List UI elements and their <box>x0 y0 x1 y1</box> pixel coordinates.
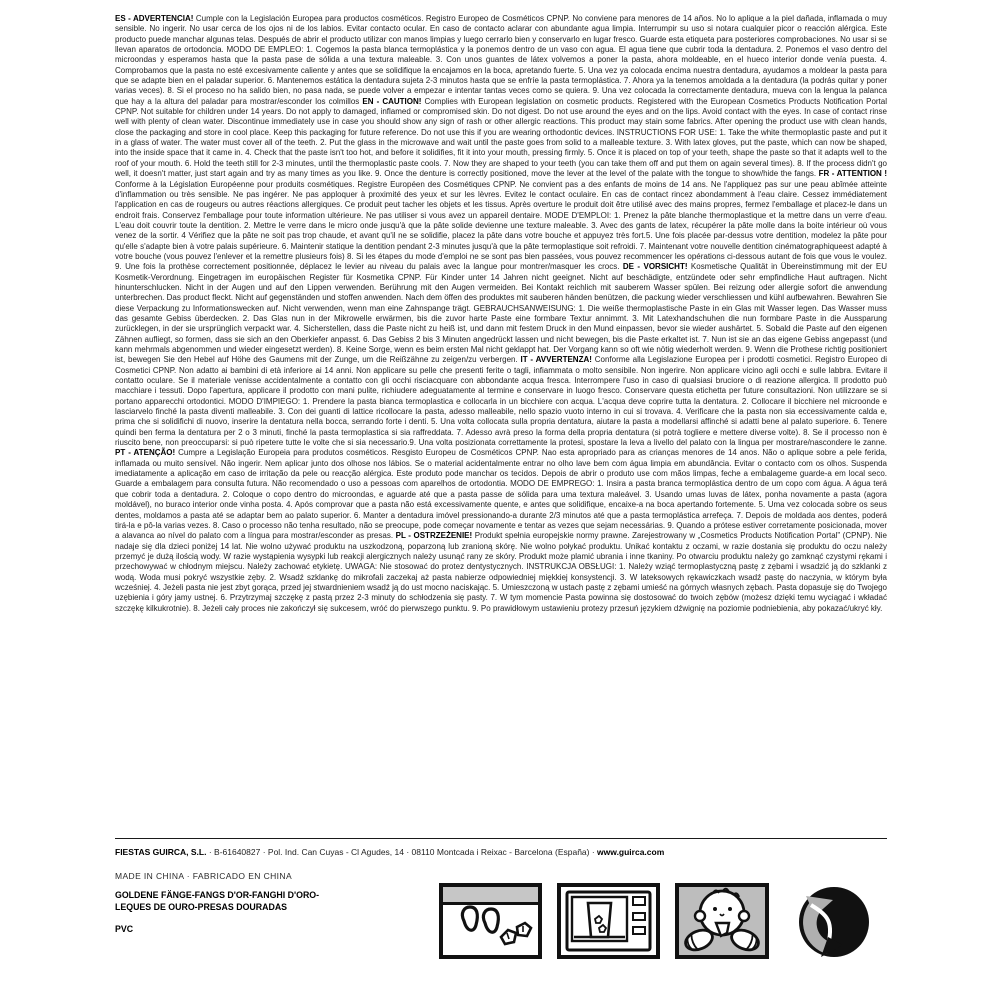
language-tag: EN - CAUTION! <box>362 96 422 106</box>
company-name: FIESTAS GUIRCA, S.L. <box>115 847 207 857</box>
microwave-glass-pictogram <box>557 883 660 959</box>
language-tag: PT - ATENÇÃO! <box>115 448 176 458</box>
product-name-line2: LEQUES DE OURO-PRESAS DOURADAS <box>115 901 288 912</box>
footer-divider <box>115 838 887 839</box>
language-tag: ES - ADVERTENCIA! <box>115 14 194 23</box>
multilingual-warning-text: ES - ADVERTENCIA! Cumple con la Legislación Europea para productos cosméticos. Registro Europeo de Cosméticos CPNP. No conviene para menores de 14 años. No lo aplique a la piel dañada, inflamada o muy sensible. No ingerir. No usar cerca de los ojos ni de los labios. Evitar contacto ocular. En caso de contacto aclarar con abundante agua limpia. Interrumpir su uso si notara cualquier picor o reacción alérgica. Este producto puede manchar algunas telas. Después de abrir el producto utilizar con manos limpias y luego cerrarlo bien y conservarlo en lugar fresco. Guarde esta etiqueta para posteriores comprobaciones. No usar si se llevan aparatos de ortodoncia. MODO DE EMPLEO: 1. Cogemos la pasta blanca termoplástica y la ponemos dentro de un vaso con agua. El agua tiene que cubrir toda la dentadura. 2. Ponemos el vaso dentro del microondas y esperamos hasta que la pasta pase de sólida a una textura maleable. 3. Con unos guantes de látex volvemos a poner la pasta, ahora moldeable, en el hueco interior donde venía puesta. 4. Comprobamos que la pasta no esté excesivamente caliente y antes que se solidifique la encajamos en la boca, apretando fuerte. 5. Una vez ya colocada encima nuestra dentadura, ayudamos a moldear la pasta para que se adapte bien en el paladar superior. 6. Mantenemos estática la dentadura sujeta 2-3 minutos hasta que se enfríe la pasta termoplástica. 7. Ahora ya la tenemos amoldada a la dentadura (la podrás quitar y poner varias veces). 8. Si el proceso no ha salido bien, no pasa nada, se puede volver a empezar e intentar tantas veces como se quiera. 9. Una vez colocada la correctamente dentadura, mueva con la lengua la palanca que hay a la altura del paladar para mostrar/esconder los colmillos EN - CAUTION! Complies with European legislation on cosmetic products. Registered with the European Cosmetics Products Notification Portal CPNP. Not suitable for children under 14 years. Do not apply to damaged, inflamed or compromised skin. Do not digest. Do not use around the eyes and on the lips. Avoid contact with the eyes. In case of contact rinse well with plenty of clean water. Discontinue immediately use in case you should show any sign of rash or other allergic reactions. This product may stain some fabrics. After opening the product use with clean hands, close the packaging and store in cool place. Keep this packaging for future reference. Do not use this if you are wearing orthodontic devices. INSTRUCTIONS FOR USE: 1. Take the white thermoplastic paste and put it in a glass of water. The water must cover all of the teeth. 2. Put the glass in the microwave and wait until the paste goes from solid to a malleable texture. 3. With latex gloves, put the paste, which can now be shaped, into the inside space that it came in. 4. Check that the paste isn't too hot, and before it solidifies, fit it into your mouth, pressing firmly. 5. Once it is placed on top of your teeth, shape the paste so that it adapts well to the roof of your mouth. 6. Hold the teeth still for 2-3 minutes, until the thermoplastic paste cools. 7. Now they are shaped to your teeth (you can take them off and put them on again several times). 8. If the process didn't go well, it doesn't matter, just start again and try as many times as you like. 9. Once the denture is correctly positioned, move the lever at the level of the palate with the tongue to show/hide the fangs. FR - ATTENTION ! Conforme à la Législation Européenne pour produits cosmétiques. Registre Européen des Cosmétiques CPNP. Ne convient pas a des enfants de moins de 14 ans. Ne l'appliquez pas sur une peau abîmée atteinte d'inflammation ou très sensible. Ne pas ingérer. Ne pas apploquer à proximité des yeux et sur les lèvres. Evitez le contact oculaire. En cas de contact rincez abondamment à l'eau claire. Cessez immédiatement l'application en cas de rougeurs ou autres réactions allergiques. Ce produit peut tacher les objets et les tissus. Après overture le produit doit être utilisé avec des mains propres, fermez l'emballage et placez-le dans un endroit frais. Conservez l'emballage pour toute information ultérieure. Ne pas utiliser si vous avez un appareil dentaire. MODE D'EMPLOI: 1. Prenez la pâte blanche thermoplastique et la mettre dans un verre d'eau. L'eau doit couvrir toute la dentition. 2. Mettre le verre dans le micro onde jusqu'à que la pâte solide devienne une texture maleable. 3. Avec des gants de latex, récupérer la pâte molle dans la boite intérieur où vous venez de la sortir. 4 Vérifiez que la pâte ne soit pas trop chaude, et avant qu'il ne se solidifie, placez la pâte dans votre bouche et appuyez très fort.5. Une fois placée par-dessus votre dentition, modelez la pâte pour qu'elle s'adapte bien à votre palais supérieure. 6. Maintenir statique la dentition pendant 2-3 minutes jusqu'à que la pâte termoplastique soit refroidi. 7. Maintenant votre nouvelle dentition cinématographiqueest adapté à votre bouche (vous pouvez l'enlever et la remettre plusieurs fois) 8. Si les étapes du mode d'emploi ne se sont pas bien passées, vous pouvez recommencer les opérations ci-dessous autant de fois que vous le voulez. 9. Une fois la prothèse correctement positionnée, déplacez le levier au niveau du palais avec la langue pour montrer/masquer les crocs. DE - VORSICHT! Kosmetische Qualität in Übereinstimmung mit der EU Kosmetik-Verordnung. Eingetragen im europäischen Register für Kosmetika CPNP. Für Kinder unter 14 Jahren nicht geeignet. Nicht auf beschädigte, entzündete oder sehr empfindliche Haut auftragen. Nicht hinunterschlucken. Nicht in der Augen und auf den Lippen verwenden. Berührung mit den Augen vermeiden. Bei Kontakt reichlich mit sauberem Wasser spülen. Bei reizung oder allergie sofort die anwendung unterbrechen. Das product fleckt. Nicht auf gegenständen und stoffen anwenden. Nach dem öffen des produktes mit sauberen händen benützen, die packung wieder verschliessen und kühl aufbewahren. Bewahren Sie diese Verpackung zu Informationswecken auf. Nicht verwenden, wenn man eine Zahnspange trägt. GEBRAUCHSANWEISUNG: 1. Die weiße thermoplastische Paste in ein Glas mit Wasser legen. Das Wasser muss das gesamte Gebiss überdecken. 2. Das Glas nun in der Mikrowelle erwärmen, bis die zuvor harte Paste eine formbare Textur annimmt. 3. Mit Latexhandschuhen die nun formbare Paste in die Aussparung zurücklegen, in der sie ursprünglich verpackt war. 4. Sicherstellen, dass die Paste nicht zu heiß ist, und dann mit festem Druck in den Mund einpassen, bevor sie wieder aushärtet. 5. Sobald die Paste auf den eigenen Zähnen aufliegt, so formen, dass sie sich an den Oberkiefer anpasst. 6. Das Gebiss 2 bis 3 Minuten angedrückt lassen und nicht bewegen, bis die Paste erkaltet ist. 7. Nun ist sie an das eigene Gebiss angepasst (und kann mehrmals abgenommen und wieder eingesetzt werden). 8. Keine Sorge, wenn es beim ersten Mal nicht geklappt hat. Der Vorgang kann so oft wie nötig wiederholt werden. 9. Wenn die Prothese richtig positioniert ist, bewegen Sie den Hebel auf Höhe des Gaumens mit der Zunge, um die Reißzähne zu zeigen/zu verbergen. IT - AVVERTENZA! Conforme alla Legislazione Europea per i prodotti cosmetici. Registro Europeo di Cosmetici CPNP. Non adatto ai bambini di età inferiore ai 14 anni. Non applicare su pelle che presenti ferite o tagli, infiammata o molto sensibile. Non ingerire. Non applicare vicino agli occhi e sulle labbra. Evitare il contatto oculare. Se il materiale venisse accidentalmente a contatto con gli occhi risciacquare con abbondante acqua fresca. Interrompere l'uso in caso di qualsiasi bruciore o di reazione allergica. Il prodotto può macchiare i tessuti. Dopo l'apertura, applicare il prodotto con mani pulite, richiudere adeguatamente al termine e conservare in luogo fresco. Conservare questa etichetta per future consultazioni. Non utilizzare se si portano apparecchi ortodontici. MODO D'IMPIEGO: 1. Prendere la pasta bianca termoplastica e collocarla in un bicchiere con acqua. L'acqua deve coprire tutta la dentatura. 2. Collocare il bicchiere nel microonde e lasciarvelo finché la pasta diventi malleabile. 3. Con dei guanti di lattice ricollocare la pasta, adesso malleabile, nello spazio vuoto interno in cui si trovava. 4. Verificare che la pasta non sia eccessivamente calda e, prima che si solidifichi di nuovo, inserire la dentatura nella bocca, serrando forte i denti. 5. Una volta collocata sulla propria dentatura, aiutare la pasta a modellarsi affinché si adatti bene al palato superiore. 6. Tenere quindi ben ferma la dentatura per 2 o 3 minuti, finché la pasta termoplastica si sia raffreddata. 7. Adesso avrà preso la forma della propria dentatura (si potrà togliere e mettere diverse volte). 8. Se il processo non è riuscito bene, non preoccuparsi: si può ripetere tutte le volte che si sia necessario.9. Una volta posizionata correttamente la protesi, spostare la leva a livello del palato con la lingua per mostrare/nascondere le zanne. PT - ATENÇÃO! Cumpre a Legislação Europeia para produtos cosméticos. Resgisto Europeu de Cosméticos CPNP. Nao esta apropriado para as crianças menores de 14 anos. Não o aplique sobre a pele ferida, inflamada ou muito sensível. Não ingerir. Nem aplicar junto dos olhose nos lábios. Se o material acidentalmente entrar no olho lave bem com água limpia em abundância. Evitar o contacto com os olhos. Suspenda imediatamente a aplicação em caso de irritação da pele ou reacção alérgica. Este produto pode manchar os tecidos. Depois de abrir o produto use com mãos limpas, feche a embalageme guarde-a em local seco. Guarde a embalagem para consulta futura. Não recomendado o uso a pessoas com aparelhos de ortodontia. MODO DE EMPREGO: 1. Insira a pasta branca termoplástica dentro de um copo com água. A água terá que cobrir toda a dentadura. 2. Coloque o copo dentro do microondas, e aguarde até que a pasta passe de sólida para uma textura maleável. 3. Usando umas luvas de látex, ponha novamente a pasta (agora moldável), no buraco interior onde vinha posta. 4. Após comprovar que a pasta não está excessivamente quente, e antes que solidifique, encaixe-a na boca apertando fortemente. 5. Uma vez colocada sobre os seus dentes, moldamos a pasta até se adaptar bem ao palato superior. 6. Manter a dentadura imóvel pressionando-a durante 2/3 minutos até que a pasta termoplástica arrefeça. 7. Depois de moldada aos dentes, poderá tirá-la e pô-la varias vezes. 8. Caso o processo não tenha resultado, não se preocupe, pode começar novamente e tentar as vezes que sejam necessárias. 9. Quando a prótese estiver corretamente posicionada, mover a alavanca ao nível do palato com a língua para mostrar/esconder as presas. PL - OSTRZEŻENIE! Produkt spełnia europejskie normy prawne. Zarejestrowany w „Cosmetics Products Notification Portal” (CPNP). Nie nadaje się dla dzieci poniżej 14 lat. Nie wolno używać produktu na uszkodzoną, poparzoną lub zranioną skórę. Nie wolno połykać produktu. Unikać kontaktu z oczami, w razie dostania się produktu do oczu należy przemyć je dużą ilością wody. W razie wystąpienia wysypki lub reakcji alergicznych należy usunąć rany ze skóry. Produkt może plamić ubrania i inne tkaniny. Po otwarciu produktu należy go zamknąć czystymi rękami i przechowywać w chłodnym miejscu. Należy zachować etykietę. UWAGA: Nie stosować do protez dentystycznych. INSTRUKCJA OBSŁUGI: 1. Należy wziąć termoplastyczną pastę z zębami i wsadzić ją do szklanki z wodą. Woda musi pokryć wszystkie zęby. 2. Wsadź szklankę do mikrofali zaczekaj aż pasta nabierze odpowiedniej miękkiej konsystencji. 3. W lateksowych rękawiczkach wsadź pastę do naczynia, w którym była wcześniej. 4. Jeżeli pasta nie jest zbyt gorąca, przed jej stwardnieniem wsadź ją do ust mocno naciskając. 5. Umieszczoną w ustach pastę z zębami umieść na górnych własnych zębach. Pasta dopasuje się do Twojego uzębienia i góry jamy ustnej. 6. Przytrzymaj szczękę z pastą przez 2-3 minuty do schłodzenia się pasty. 7. W tym momencie Pasta powinna się dostosować do twoich zębów (możesz dzięki temu wyciągać i wkładać szczękę kilkukrotnie). 8. Jeżeli cały proces nie zakończył się sukcesem, wróć do pierwszego punktu. 9. Po prawidłowym ustawieniu protezy przesuń językiem dźwignię na poziomie podniebienia, aby pokazać/ukryć kły. <box>115 14 888 613</box>
product-name <box>115 890 445 913</box>
made-in-text: MADE IN CHINA · FABRICADO EN CHINA <box>115 871 293 881</box>
company-info-line <box>115 847 895 857</box>
language-tag: PL - OSTRZEŻENIE! <box>395 531 473 541</box>
child-inserting-fangs-pictogram <box>675 883 769 959</box>
company-details: · B-61640827 · Pol. Ind. Can Cuyas - Cl Agudes, 14 · 08110 Montcada i Reixac - Barcelona (España) · <box>206 847 598 857</box>
fangs-contents-pictogram <box>439 883 542 959</box>
green-dot-recycling-logo <box>797 885 871 964</box>
material-text: PVC <box>115 924 134 934</box>
language-tag: DE - VORSICHT! <box>622 262 688 272</box>
language-tag: IT - AVVERTENZA! <box>520 355 592 365</box>
product-name-line1: GOLDENE FÄNGE-FANGS D'OR-FANGHI D'ORO- <box>115 890 320 900</box>
company-website: www.guirca.com <box>597 847 665 857</box>
language-tag: FR - ATTENTION ! <box>818 169 888 179</box>
